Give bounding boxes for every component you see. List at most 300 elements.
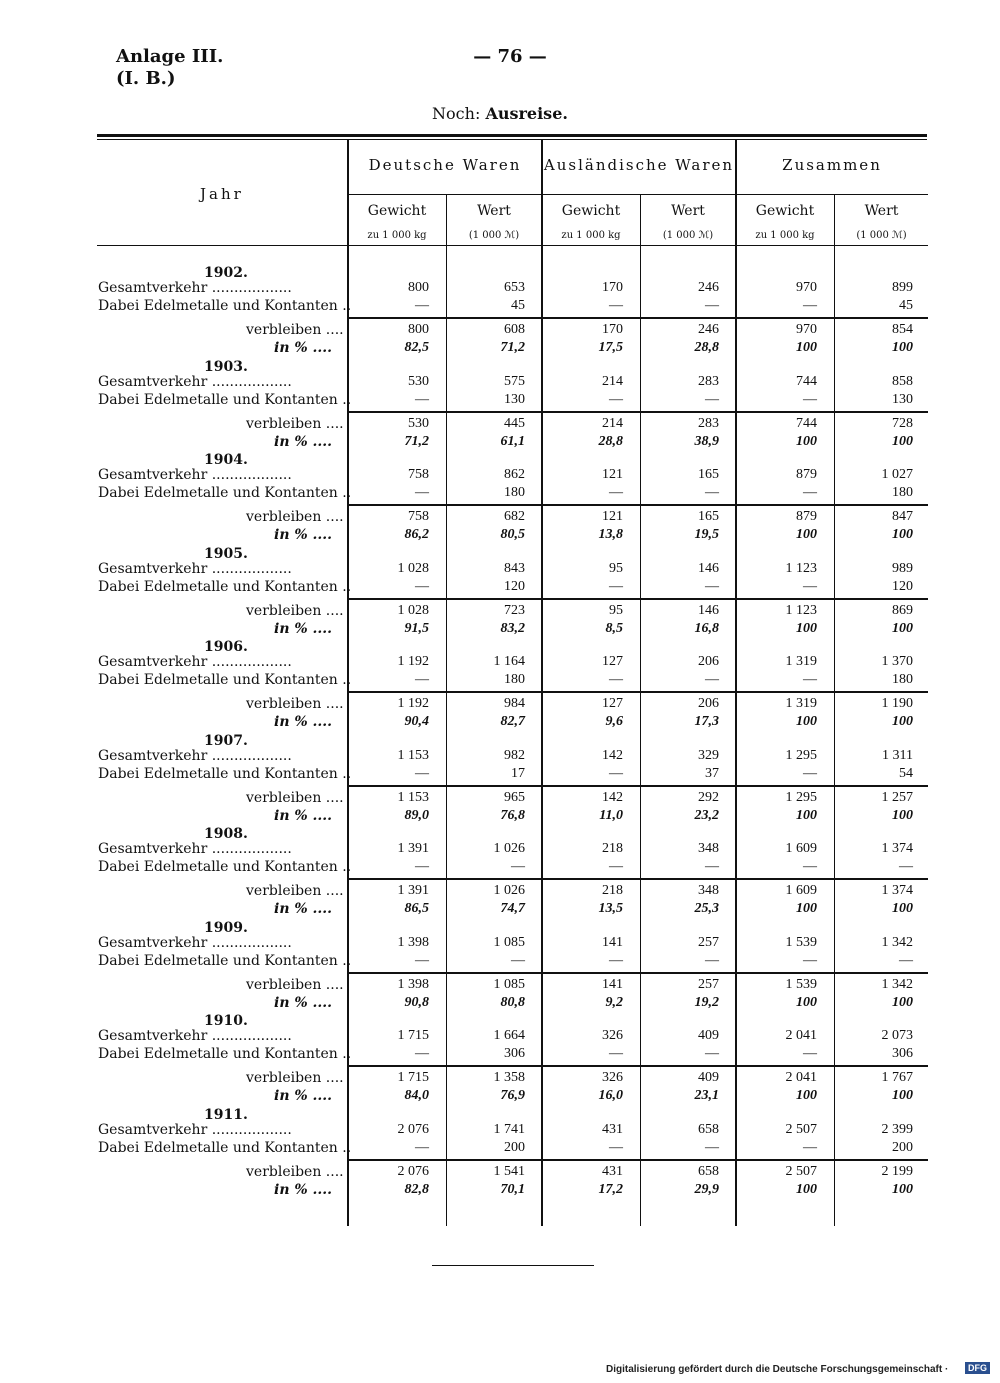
metals-cell: 130 [892, 392, 913, 407]
metals-cell: 306 [892, 1046, 913, 1061]
total-cell: 326 [602, 1028, 623, 1043]
remain-cell: 141 [602, 977, 623, 992]
metals-label: Dabei Edelmetalle und Kontanten .. [98, 859, 352, 875]
percent-cell: 100 [796, 1088, 817, 1103]
percent-cell: 61,1 [500, 434, 525, 449]
percent-cell: 83,2 [500, 621, 525, 636]
percent-label: in % .... [274, 1182, 333, 1198]
percent-cell: 17,3 [694, 714, 719, 729]
percent-cell: 17,5 [598, 340, 623, 355]
year-label: 1902. [204, 265, 248, 281]
remain-cell: 658 [698, 1164, 719, 1179]
percent-cell: 100 [796, 527, 817, 542]
total-cell: 165 [698, 467, 719, 482]
remain-label: verbleiben .... [246, 790, 344, 806]
remain-cell: 1 391 [397, 883, 429, 898]
remain-cell: 984 [504, 696, 525, 711]
percent-cell: 100 [892, 340, 913, 355]
total-cell: 1 027 [881, 467, 913, 482]
total-cell: 2 076 [397, 1122, 429, 1137]
metals-cell: — [705, 485, 719, 500]
metals-cell: — [609, 672, 623, 687]
metals-label: Dabei Edelmetalle und Kontanten .. [98, 766, 352, 782]
remain-cell: 1 190 [881, 696, 913, 711]
percent-cell: 28,8 [598, 434, 623, 449]
metals-cell: — [803, 298, 817, 313]
total-label: Gesamtverkehr .................. [98, 1028, 292, 1044]
total-cell: 1 153 [397, 748, 429, 763]
percent-label: in % .... [274, 1088, 333, 1104]
total-cell: 431 [602, 1122, 623, 1137]
percent-label: in % .... [274, 808, 333, 824]
percent-cell: 16,0 [598, 1088, 623, 1103]
section-label: (I. B.) [116, 68, 176, 89]
metals-cell: — [803, 672, 817, 687]
remain-cell: 121 [602, 509, 623, 524]
remain-cell: 728 [892, 416, 913, 431]
metals-cell: 45 [511, 298, 525, 313]
metals-label: Dabei Edelmetalle und Kontanten .. [98, 1046, 352, 1062]
total-label: Gesamtverkehr .................. [98, 748, 292, 764]
total-cell: 758 [408, 467, 429, 482]
metals-cell: — [609, 579, 623, 594]
percent-cell: 13,8 [598, 527, 623, 542]
annex-label: Anlage III. [116, 46, 224, 67]
metals-cell: — [415, 579, 429, 594]
remain-cell: 1 609 [785, 883, 817, 898]
total-cell: 1 342 [881, 935, 913, 950]
remain-cell: 348 [698, 883, 719, 898]
metals-cell: — [803, 859, 817, 874]
percent-cell: 100 [796, 808, 817, 823]
percent-cell: 100 [796, 340, 817, 355]
percent-cell: 76,9 [500, 1088, 525, 1103]
total-cell: 858 [892, 374, 913, 389]
total-cell: 989 [892, 561, 913, 576]
remain-label: verbleiben .... [246, 696, 344, 712]
remain-cell: 1 767 [881, 1070, 913, 1085]
percent-cell: 82,7 [500, 714, 525, 729]
percent-label: in % .... [274, 527, 333, 543]
remain-cell: 95 [609, 603, 623, 618]
total-cell: 1 319 [785, 654, 817, 669]
weight-col-header: Gewicht [755, 203, 815, 219]
remain-cell: 847 [892, 509, 913, 524]
remain-cell: 431 [602, 1164, 623, 1179]
percent-cell: 100 [796, 621, 817, 636]
metals-cell: — [803, 766, 817, 781]
footer-rule [432, 1265, 594, 1266]
metals-label: Dabei Edelmetalle und Kontanten .. [98, 298, 352, 314]
remain-cell: 2 076 [397, 1164, 429, 1179]
subtotal-rule [348, 411, 928, 413]
metals-cell: — [415, 1046, 429, 1061]
page-subtitle [300, 104, 700, 123]
total-cell: 2 041 [785, 1028, 817, 1043]
percent-cell: 25,3 [694, 901, 719, 916]
percent-label: in % .... [274, 621, 333, 637]
total-cell: 121 [602, 467, 623, 482]
percent-label: in % .... [274, 340, 333, 356]
total-cell: 95 [609, 561, 623, 576]
percent-cell: 9,2 [605, 995, 623, 1010]
percent-cell: 100 [892, 901, 913, 916]
weight-col-header: Gewicht [561, 203, 621, 219]
total-cell: 1 664 [493, 1028, 525, 1043]
metals-cell: — [609, 485, 623, 500]
total-cell: 146 [698, 561, 719, 576]
metals-cell: — [415, 766, 429, 781]
remain-cell: 206 [698, 696, 719, 711]
percent-label: in % .... [274, 714, 333, 730]
total-cell: 800 [408, 280, 429, 295]
remain-label: verbleiben .... [246, 1070, 344, 1086]
total-label: Gesamtverkehr .................. [98, 467, 292, 483]
remain-label: verbleiben .... [246, 416, 344, 432]
remain-label: verbleiben .... [246, 977, 344, 993]
percent-cell: 100 [892, 434, 913, 449]
metals-cell: 37 [705, 766, 719, 781]
remain-cell: 283 [698, 416, 719, 431]
total-label: Gesamtverkehr .................. [98, 280, 292, 296]
remain-cell: 1 374 [881, 883, 913, 898]
remain-cell: 682 [504, 509, 525, 524]
total-label: Gesamtverkehr .................. [98, 935, 292, 951]
total-label: Gesamtverkehr .................. [98, 841, 292, 857]
subtotal-rule [348, 598, 928, 600]
metals-cell: — [705, 392, 719, 407]
annex-heading [116, 46, 223, 90]
metals-cell: — [609, 298, 623, 313]
total-cell: 1 311 [882, 748, 913, 763]
metals-cell: — [803, 1140, 817, 1155]
total-cell: 1 370 [881, 654, 913, 669]
group-header-german: Deutsche Waren [368, 156, 522, 174]
percent-cell: 86,5 [404, 901, 429, 916]
total-cell: 862 [504, 467, 525, 482]
header-bottom-rule [97, 245, 928, 246]
weight-col-header: Gewicht [367, 203, 427, 219]
metals-label: Dabei Edelmetalle und Kontanten .. [98, 672, 352, 688]
percent-cell: 89,0 [404, 808, 429, 823]
metals-cell: — [415, 1140, 429, 1155]
remain-cell: 214 [602, 416, 623, 431]
percent-cell: 100 [796, 434, 817, 449]
total-cell: 409 [698, 1028, 719, 1043]
metals-cell: 120 [892, 579, 913, 594]
metals-cell: — [705, 1046, 719, 1061]
remain-cell: 292 [698, 790, 719, 805]
metals-cell: — [705, 953, 719, 968]
total-cell: 206 [698, 654, 719, 669]
percent-cell: 28,8 [694, 340, 719, 355]
year-label: 1906. [204, 639, 248, 655]
total-cell: 744 [796, 374, 817, 389]
remain-cell: 800 [408, 322, 429, 337]
percent-cell: 23,2 [694, 808, 719, 823]
percent-label: in % .... [274, 995, 333, 1011]
year-label: 1903. [204, 359, 248, 375]
metals-cell: — [899, 953, 913, 968]
total-cell: 283 [698, 374, 719, 389]
metals-cell: — [705, 672, 719, 687]
percent-cell: 80,8 [500, 995, 525, 1010]
percent-cell: 100 [796, 714, 817, 729]
total-cell: 1 374 [881, 841, 913, 856]
metals-cell: 54 [899, 766, 913, 781]
metals-cell: 200 [892, 1140, 913, 1155]
value-unit: (1 000 ℳ) [468, 230, 520, 241]
subtotal-rule [348, 972, 928, 974]
metals-cell: — [415, 672, 429, 687]
top-rule-thick [97, 134, 927, 137]
subtotal-rule [348, 691, 928, 693]
metals-cell: — [511, 859, 525, 874]
group-header-rule [348, 194, 928, 195]
weight-unit: zu 1 000 kg [755, 230, 815, 241]
percent-cell: 100 [796, 901, 817, 916]
percent-cell: 82,5 [404, 340, 429, 355]
remain-cell: 257 [698, 977, 719, 992]
metals-label: Dabei Edelmetalle und Kontanten .. [98, 953, 352, 969]
remain-cell: 965 [504, 790, 525, 805]
digitization-credit: Digitalisierung gefördert durch die Deutsche Forschungsgemeinschaft · [606, 1364, 949, 1375]
percent-cell: 23,1 [694, 1088, 719, 1103]
remain-cell: 146 [698, 603, 719, 618]
remain-cell: 409 [698, 1070, 719, 1085]
remain-cell: 1 342 [881, 977, 913, 992]
percent-cell: 100 [892, 1182, 913, 1197]
remain-cell: 1 398 [397, 977, 429, 992]
percent-cell: 71,2 [404, 434, 429, 449]
remain-cell: 1 153 [397, 790, 429, 805]
percent-cell: 38,9 [694, 434, 719, 449]
total-cell: 246 [698, 280, 719, 295]
total-cell: 1 609 [785, 841, 817, 856]
percent-cell: 91,5 [404, 621, 429, 636]
value-unit: (1 000 ℳ) [662, 230, 714, 241]
total-cell: 1 028 [397, 561, 429, 576]
percent-cell: 100 [892, 1088, 913, 1103]
percent-label: in % .... [274, 434, 333, 450]
year-column-header: Jahr [200, 185, 244, 203]
group-header-total: Zusammen [782, 156, 882, 174]
remain-cell: 854 [892, 322, 913, 337]
metals-cell: 180 [892, 485, 913, 500]
remain-cell: 1 085 [493, 977, 525, 992]
total-cell: 127 [602, 654, 623, 669]
metals-cell: — [415, 392, 429, 407]
total-cell: 575 [504, 374, 525, 389]
total-cell: 2 507 [785, 1122, 817, 1137]
metals-cell: — [511, 953, 525, 968]
remain-label: verbleiben .... [246, 883, 344, 899]
total-cell: 2 073 [881, 1028, 913, 1043]
remain-cell: 326 [602, 1070, 623, 1085]
percent-cell: 100 [892, 714, 913, 729]
weight-unit: zu 1 000 kg [367, 230, 427, 241]
total-cell: 1 391 [397, 841, 429, 856]
page-number: — 76 — [473, 46, 547, 67]
value-col-header: Wert [477, 203, 511, 219]
percent-cell: 71,2 [500, 340, 525, 355]
metals-cell: 17 [511, 766, 525, 781]
percent-cell: 11,0 [599, 808, 623, 823]
subtotal-rule [348, 317, 928, 319]
metals-cell: — [705, 298, 719, 313]
remain-label: verbleiben .... [246, 322, 344, 338]
year-label: 1908. [204, 826, 248, 842]
remain-cell: 2 199 [881, 1164, 913, 1179]
total-cell: 1 398 [397, 935, 429, 950]
percent-cell: 100 [796, 1182, 817, 1197]
remain-cell: 1 358 [493, 1070, 525, 1085]
top-rule-thin [97, 139, 927, 140]
percent-label: in % .... [274, 901, 333, 917]
percent-cell: 82,8 [404, 1182, 429, 1197]
total-cell: 218 [602, 841, 623, 856]
remain-cell: 1 715 [397, 1070, 429, 1085]
metals-cell: 180 [504, 672, 525, 687]
subtotal-rule [348, 878, 928, 880]
metals-cell: 180 [504, 485, 525, 500]
metals-cell: — [609, 766, 623, 781]
percent-cell: 100 [892, 527, 913, 542]
percent-cell: 100 [796, 995, 817, 1010]
metals-cell: — [609, 1046, 623, 1061]
year-label: 1905. [204, 546, 248, 562]
remain-cell: 127 [602, 696, 623, 711]
weight-unit: zu 1 000 kg [561, 230, 621, 241]
remain-cell: 2 507 [785, 1164, 817, 1179]
remain-cell: 1 539 [785, 977, 817, 992]
metals-cell: 120 [504, 579, 525, 594]
metals-label: Dabei Edelmetalle und Kontanten .. [98, 392, 352, 408]
percent-cell: 17,2 [598, 1182, 623, 1197]
percent-cell: 80,5 [500, 527, 525, 542]
metals-cell: — [609, 392, 623, 407]
remain-cell: 2 041 [785, 1070, 817, 1085]
percent-cell: 84,0 [404, 1088, 429, 1103]
metals-label: Dabei Edelmetalle und Kontanten .. [98, 485, 352, 501]
total-cell: 1 295 [785, 748, 817, 763]
year-label: 1911. [204, 1107, 248, 1123]
metals-cell: — [705, 1140, 719, 1155]
percent-cell: 16,8 [694, 621, 719, 636]
remain-cell: 879 [796, 509, 817, 524]
total-cell: 530 [408, 374, 429, 389]
metals-cell: — [415, 485, 429, 500]
total-cell: 1 164 [493, 654, 525, 669]
remain-cell: 758 [408, 509, 429, 524]
percent-cell: 100 [892, 995, 913, 1010]
remain-cell: 1 319 [785, 696, 817, 711]
percent-cell: 13,5 [598, 901, 623, 916]
remain-label: verbleiben .... [246, 1164, 344, 1180]
remain-cell: 530 [408, 416, 429, 431]
total-cell: 1 085 [493, 935, 525, 950]
total-cell: 329 [698, 748, 719, 763]
dfg-logo: DFG [965, 1362, 990, 1374]
total-cell: 2 399 [881, 1122, 913, 1137]
metals-cell: — [803, 1046, 817, 1061]
year-label: 1910. [204, 1013, 248, 1029]
metals-cell: — [705, 579, 719, 594]
total-cell: 348 [698, 841, 719, 856]
total-cell: 879 [796, 467, 817, 482]
remain-cell: 165 [698, 509, 719, 524]
remain-cell: 1 295 [785, 790, 817, 805]
percent-cell: 19,5 [694, 527, 719, 542]
metals-cell: — [803, 953, 817, 968]
percent-cell: 86,2 [404, 527, 429, 542]
percent-cell: 70,1 [500, 1182, 525, 1197]
metals-cell: — [803, 392, 817, 407]
total-cell: 1 741 [493, 1122, 525, 1137]
total-label: Gesamtverkehr .................. [98, 374, 292, 390]
metals-label: Dabei Edelmetalle und Kontanten .. [98, 579, 352, 595]
remain-cell: 1 028 [397, 603, 429, 618]
percent-cell: 9,6 [605, 714, 623, 729]
metals-cell: 306 [504, 1046, 525, 1061]
total-cell: 982 [504, 748, 525, 763]
remain-cell: 970 [796, 322, 817, 337]
remain-label: verbleiben .... [246, 509, 344, 525]
remain-cell: 170 [602, 322, 623, 337]
total-label: Gesamtverkehr .................. [98, 654, 292, 670]
percent-cell: 19,2 [694, 995, 719, 1010]
metals-cell: 180 [892, 672, 913, 687]
remain-cell: 608 [504, 322, 525, 337]
remain-cell: 744 [796, 416, 817, 431]
total-cell: 1 192 [397, 654, 429, 669]
percent-cell: 100 [892, 808, 913, 823]
total-cell: 1 715 [397, 1028, 429, 1043]
year-label: 1909. [204, 920, 248, 936]
remain-cell: 1 541 [493, 1164, 525, 1179]
total-cell: 142 [602, 748, 623, 763]
total-cell: 653 [504, 280, 525, 295]
remain-cell: 246 [698, 322, 719, 337]
subtitle-prefix: Noch: [432, 104, 481, 123]
remain-cell: 723 [504, 603, 525, 618]
remain-label: verbleiben .... [246, 603, 344, 619]
metals-cell: 130 [504, 392, 525, 407]
total-cell: 1 123 [785, 561, 817, 576]
metals-cell: — [705, 859, 719, 874]
metals-cell: 45 [899, 298, 913, 313]
metals-cell: — [415, 859, 429, 874]
remain-cell: 1 257 [881, 790, 913, 805]
metals-cell: — [415, 953, 429, 968]
total-label: Gesamtverkehr .................. [98, 561, 292, 577]
metals-label: Dabei Edelmetalle und Kontanten .. [98, 1140, 352, 1156]
total-cell: 1 539 [785, 935, 817, 950]
remain-cell: 445 [504, 416, 525, 431]
total-cell: 141 [602, 935, 623, 950]
year-label: 1907. [204, 733, 248, 749]
remain-cell: 142 [602, 790, 623, 805]
total-cell: 214 [602, 374, 623, 389]
percent-cell: 8,5 [605, 621, 623, 636]
total-cell: 658 [698, 1122, 719, 1137]
remain-cell: 218 [602, 883, 623, 898]
metals-cell: 200 [504, 1140, 525, 1155]
metals-cell: — [415, 298, 429, 313]
percent-cell: 74,7 [500, 901, 525, 916]
percent-cell: 76,8 [500, 808, 525, 823]
remain-cell: 1 026 [493, 883, 525, 898]
